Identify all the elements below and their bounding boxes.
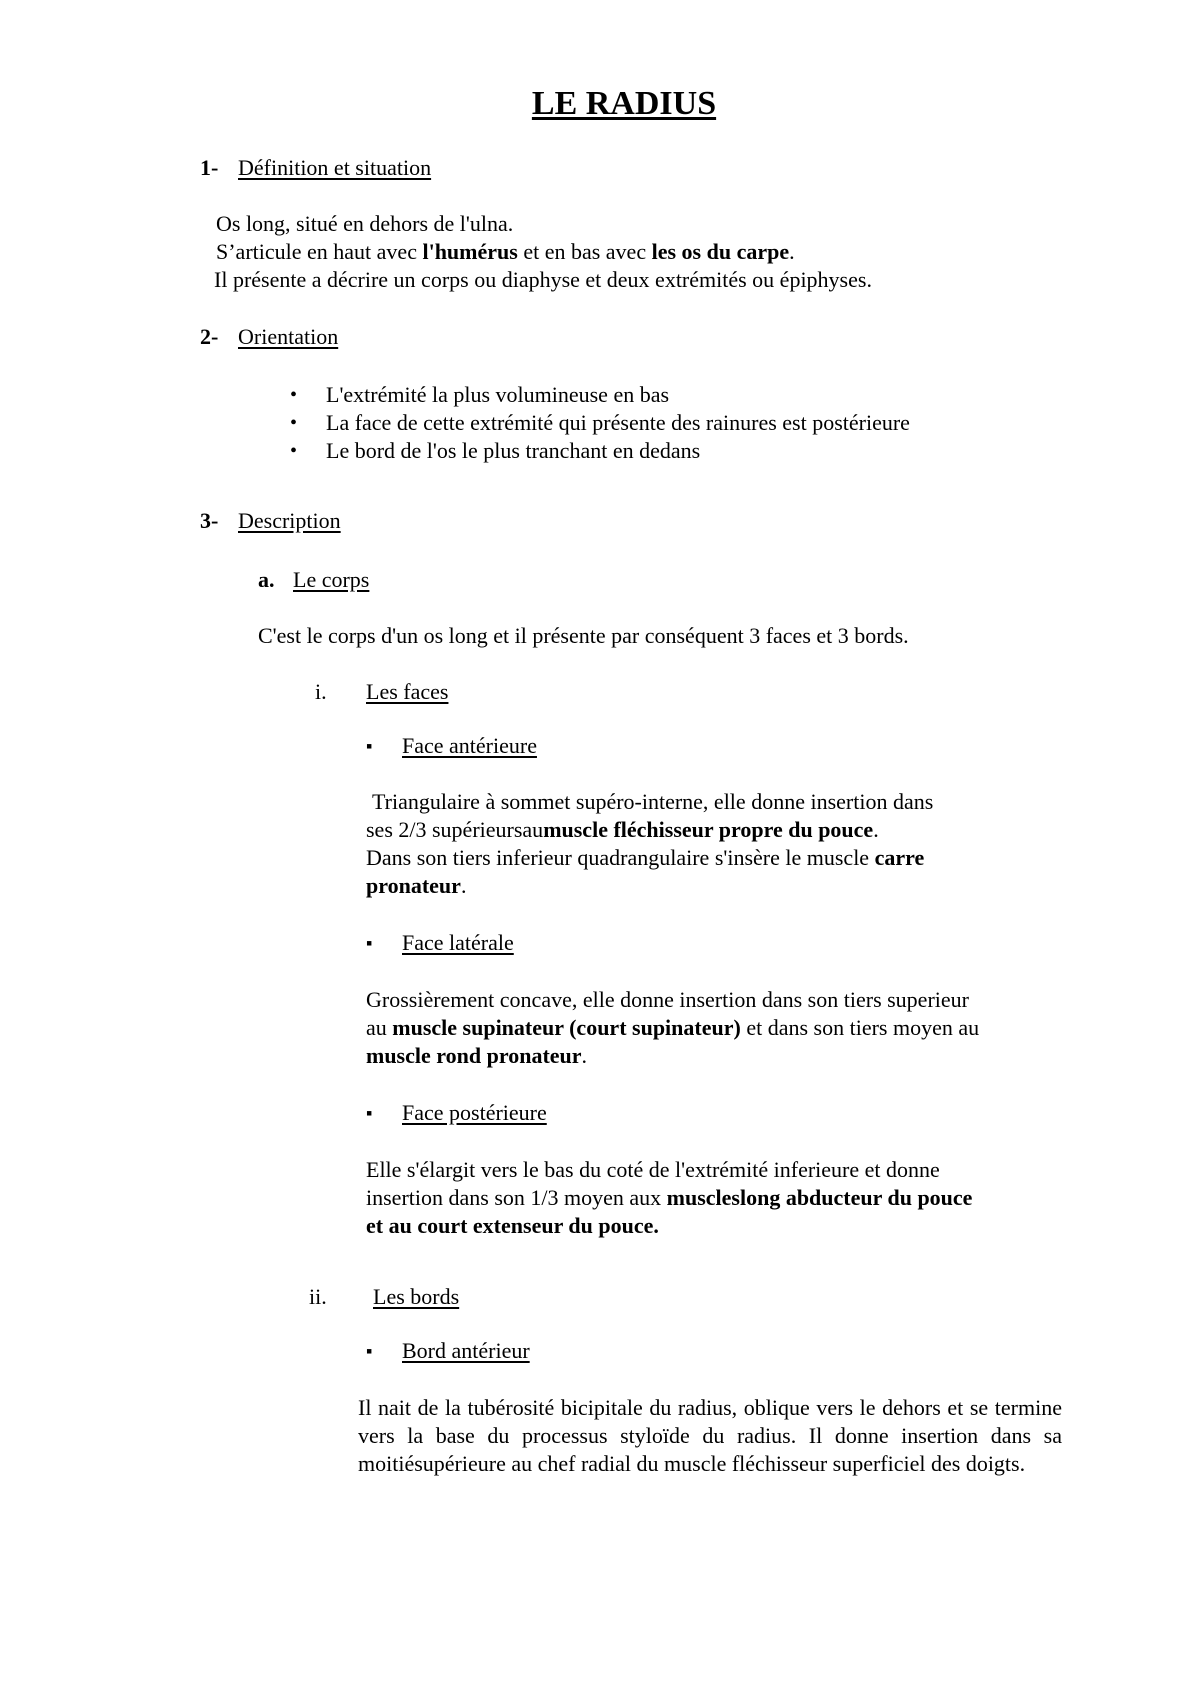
page-title: LE RADIUS [531, 85, 717, 122]
borders-label: ii. [309, 1284, 327, 1309]
face-posterior-line-3: et au court extenseur du pouce. [366, 1213, 659, 1238]
face-posterior-line-2-a: insertion dans son 1/3 moyen aux [366, 1185, 667, 1210]
faces-label: i. [315, 679, 327, 704]
faces-heading: Les faces [366, 679, 449, 704]
s1-line-2-d: les os du carpe [651, 239, 790, 264]
face-lateral-line-3 [366, 1042, 587, 1070]
section-1-number: 1- [200, 155, 219, 180]
section-3-heading: Description [238, 508, 341, 533]
face-lateral-line-2-b: muscle supinateur (court supinateur) [392, 1015, 741, 1040]
face-anterior-line-4 [366, 872, 466, 900]
subsection-a-heading: Le corps [293, 567, 370, 592]
face-anterior-line-2 [366, 816, 879, 844]
face-anterior-line-3 [366, 844, 924, 872]
s1-line-2-b: l'humérus [422, 239, 518, 264]
s1-line-3: Il présente a décrire un corps ou diaphyse et deux extrémités ou épiphyses. [214, 267, 872, 292]
face-anterior-line-3-a: Dans son tiers inferieur quadrangulaire s'insère le muscle [366, 845, 875, 870]
s1-line-1: Os long, situé en dehors de l'ulna. [216, 211, 514, 236]
s1-line-2-c: et en bas avec [517, 239, 652, 264]
section-1-heading: Définition et situation [238, 155, 432, 180]
face-anterior-line-1: Triangulaire à sommet supéro-interne, elle donne insertion dans [372, 789, 934, 814]
face-lateral-line-2-c: et dans son tiers moyen au [740, 1015, 980, 1040]
border-anterior-heading: Bord antérieur [402, 1338, 530, 1363]
face-anterior-line-2-b: muscle fléchisseur propre du pouce [543, 817, 874, 842]
bullet-icon: • [290, 440, 298, 462]
s1-line-2-e: . [789, 239, 795, 264]
square-bullet-icon: ▪ [366, 1341, 373, 1361]
s1-line-2-a: S’articule en haut avec [216, 239, 423, 264]
borders-heading: Les bords [373, 1284, 460, 1309]
square-bullet-icon: ▪ [366, 933, 373, 953]
face-anterior-line-2-a: ses 2/3 supérieursau [366, 817, 544, 842]
face-anterior-line-4-a: pronateur [366, 873, 461, 898]
section-2-heading: Orientation [238, 324, 339, 349]
section-2-number: 2- [200, 324, 219, 349]
face-posterior-line-2 [366, 1184, 972, 1212]
face-lateral-line-3-a: muscle rond pronateur [366, 1043, 582, 1068]
corps-text: C'est le corps d'un os long et il présente par conséquent 3 faces et 3 bords. [258, 623, 909, 648]
face-posterior-line-2-b: muscleslong abducteur du pouce [666, 1185, 973, 1210]
face-lateral-line-2 [366, 1014, 979, 1042]
orientation-item-1: L'extrémité la plus volumineuse en bas [326, 382, 670, 407]
face-anterior-line-4-b: . [460, 873, 467, 898]
face-posterior-heading: Face postérieure [402, 1100, 547, 1125]
border-anterior-text: Il nait de la tubérosité bicipitale du radius, oblique vers le dehors et se termine vers la base du processus styloïde du radius. Il donne insertion dans sa moitiésupérieure au chef radial du muscle fléchisseur superficiel des doigts. [358, 1395, 1062, 1476]
square-bullet-icon: ▪ [366, 1103, 373, 1123]
bullet-icon: • [290, 412, 298, 434]
orientation-item-2: La face de cette extrémité qui présente des rainures est postérieure [326, 410, 910, 435]
face-anterior-line-3-b: carre [874, 845, 925, 870]
orientation-item-3: Le bord de l'os le plus tranchant en dedans [326, 438, 701, 463]
face-posterior-line-1: Elle s'élargit vers le bas du coté de l'extrémité inferieure et donne [366, 1157, 940, 1182]
face-anterior-heading: Face antérieure [402, 733, 537, 758]
section-3-number: 3- [200, 508, 219, 533]
subsection-a-label: a. [258, 567, 275, 592]
face-lateral-heading: Face latérale [402, 930, 514, 955]
square-bullet-icon: ▪ [366, 736, 373, 756]
face-lateral-line-3-b: . [581, 1043, 588, 1068]
bullet-icon: • [290, 384, 298, 406]
face-lateral-line-1: Grossièrement concave, elle donne insertion dans son tiers superieur [366, 987, 969, 1012]
face-lateral-line-2-a: au [366, 1015, 393, 1040]
s1-line-2 [216, 238, 795, 266]
face-anterior-line-2-c: . [873, 817, 879, 842]
